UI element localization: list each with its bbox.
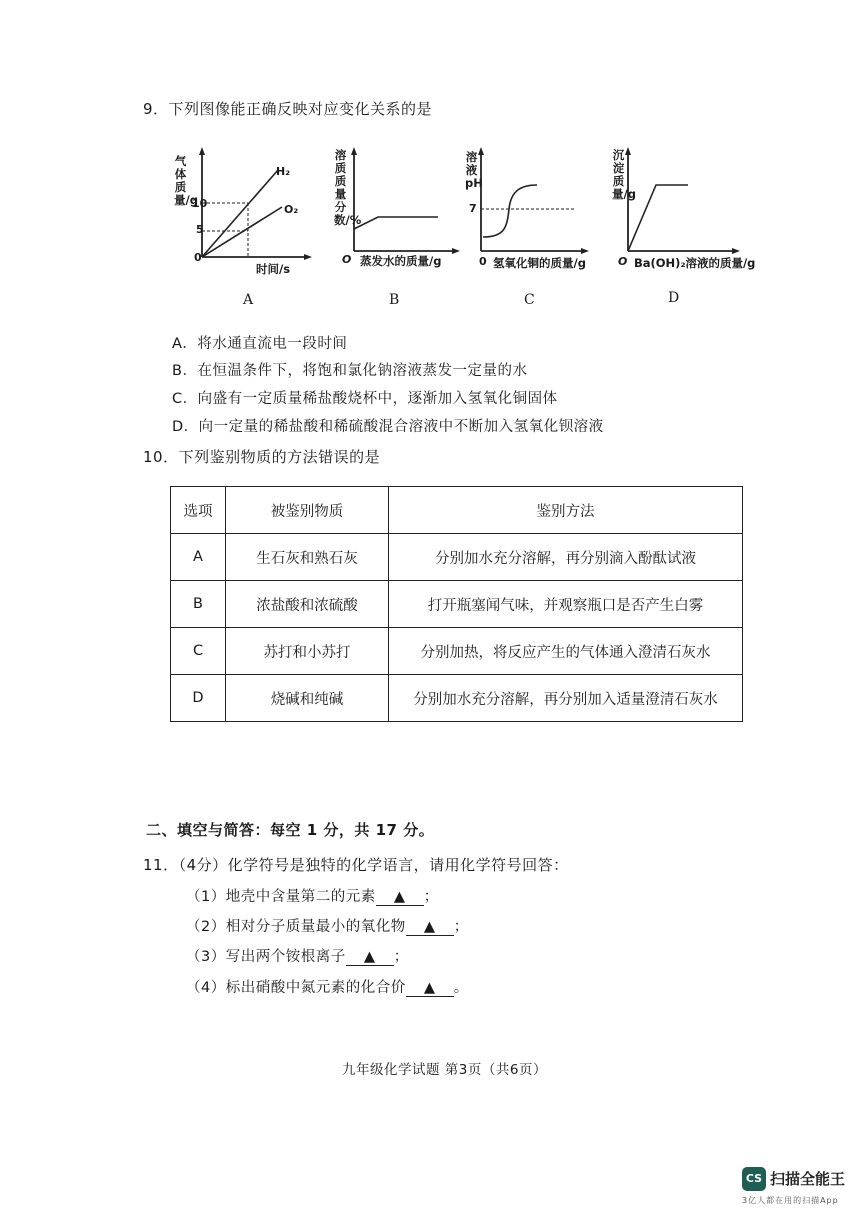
- graph-a-tick-10: 10: [192, 197, 208, 210]
- graph-b-origin: O: [342, 253, 352, 266]
- table-row: [171, 675, 743, 722]
- table-row: [171, 581, 743, 628]
- graph-c-origin: 0: [479, 255, 487, 268]
- q11-item-2: [186, 915, 469, 936]
- table-row: [171, 534, 743, 581]
- section2-title: 二、填空与简答：每空 1 分，共 17 分。: [146, 821, 435, 839]
- answer-blank[interactable]: ▲: [406, 919, 454, 936]
- q11-item-text: （1）地壳中含量第二的元素: [186, 889, 376, 905]
- table-header-row: [171, 487, 743, 534]
- graph-c-ylabel: 溶液pH: [465, 150, 483, 190]
- graph-c-xlabel: 氢氧化铜的质量/g: [493, 256, 586, 270]
- page-footer: 九年级化学试题 第3页（共6页）: [342, 1062, 547, 1078]
- row-substance: 生石灰和熟石灰: [226, 534, 389, 581]
- q9-option-b: B．在恒温条件下，将饱和氯化钠溶液蒸发一定量的水: [172, 363, 528, 379]
- graph-a-ylabel: 气体质量/g: [174, 154, 198, 207]
- q11-item-end: ；: [393, 949, 409, 965]
- col-header-substance: 被鉴别物质: [226, 487, 389, 534]
- graph-b-xlabel: 蒸发水的质量/g: [360, 254, 442, 268]
- graph-d-origin: O: [618, 255, 628, 268]
- answer-blank[interactable]: ▲: [346, 949, 394, 966]
- row-substance: 苏打和小苏打: [226, 628, 389, 675]
- camscanner-logo-icon: CS: [742, 1167, 766, 1191]
- col-header-option: 选项: [171, 487, 226, 534]
- q9-option-a: A．将水通直流电一段时间: [172, 336, 348, 352]
- q9-option-d: D．向一定量的稀盐酸和稀硫酸混合溶液中不断加入氢氧化钡溶液: [172, 419, 604, 435]
- q9-title: 9．下列图像能正确反映对应变化关系的是: [143, 100, 433, 118]
- q11-item-text: （2）相对分子质量最小的氧化物: [186, 919, 406, 935]
- q11-item-text: （3）写出两个铵根离子: [186, 949, 346, 965]
- table-row: [171, 628, 743, 675]
- answer-blank[interactable]: ▲: [406, 980, 454, 997]
- graph-d-letter: D: [668, 290, 680, 306]
- row-substance: 烧碱和纯碱: [226, 675, 389, 722]
- q11-item-end: ；: [423, 889, 439, 905]
- q11-item-3: [186, 945, 409, 966]
- row-method: 分别加热，将反应产生的气体通入澄清石灰水: [389, 628, 743, 675]
- graph-d-xlabel: Ba(OH)₂溶液的质量/g: [634, 256, 756, 270]
- row-method: 打开瓶塞闻气味，并观察瓶口是否产生白雾: [389, 581, 743, 628]
- q11-item-4: [186, 976, 469, 997]
- graph-c-tick-7: 7: [469, 202, 477, 215]
- graph-a-series-o2: O₂: [284, 203, 299, 216]
- answer-blank[interactable]: ▲: [376, 889, 424, 906]
- graph-d-ylabel: 沉淀质量/g: [612, 148, 636, 201]
- graph-c-letter: C: [524, 292, 535, 308]
- q9-option-c: C．向盛有一定质量稀盐酸烧杯中，逐渐加入氢氧化铜固体: [172, 391, 558, 407]
- graph-a-letter: A: [243, 292, 254, 308]
- row-option: B: [171, 581, 226, 628]
- row-method: 分别加水充分溶解，再分别加入适量澄清石灰水: [389, 675, 743, 722]
- graph-a-origin: 0: [194, 251, 202, 264]
- q11-item-1: [186, 885, 439, 906]
- graph-b-letter: B: [389, 292, 400, 308]
- row-substance: 浓盐酸和浓硫酸: [226, 581, 389, 628]
- camscanner-name: 扫描全能王: [770, 1170, 846, 1188]
- graph-a-xlabel: 时间/s: [256, 262, 291, 276]
- row-option: C: [171, 628, 226, 675]
- row-method: 分别加水充分溶解，再分别滴入酚酞试液: [389, 534, 743, 581]
- graph-a-series-h2: H₂: [276, 165, 291, 178]
- graph-a-tick-5: 5: [196, 223, 204, 236]
- graph-a-plot: [190, 145, 330, 275]
- q10-table: [170, 486, 743, 722]
- q11-item-end: ；: [453, 919, 469, 935]
- graph-b-ylabel: 溶质质量分数/%: [334, 148, 362, 227]
- q11-title: 11．（4分）化学符号是独特的化学语言，请用化学符号回答：: [143, 856, 569, 874]
- q11-item-end: 。: [453, 980, 469, 996]
- col-header-method: 鉴别方法: [389, 487, 743, 534]
- q10-title: 10．下列鉴别物质的方法错误的是: [143, 448, 381, 466]
- q11-item-text: （4）标出硝酸中氮元素的化合价: [186, 980, 406, 996]
- row-option: A: [171, 534, 226, 581]
- row-option: D: [171, 675, 226, 722]
- camscanner-tagline: 3亿人都在用的扫描App: [742, 1196, 839, 1205]
